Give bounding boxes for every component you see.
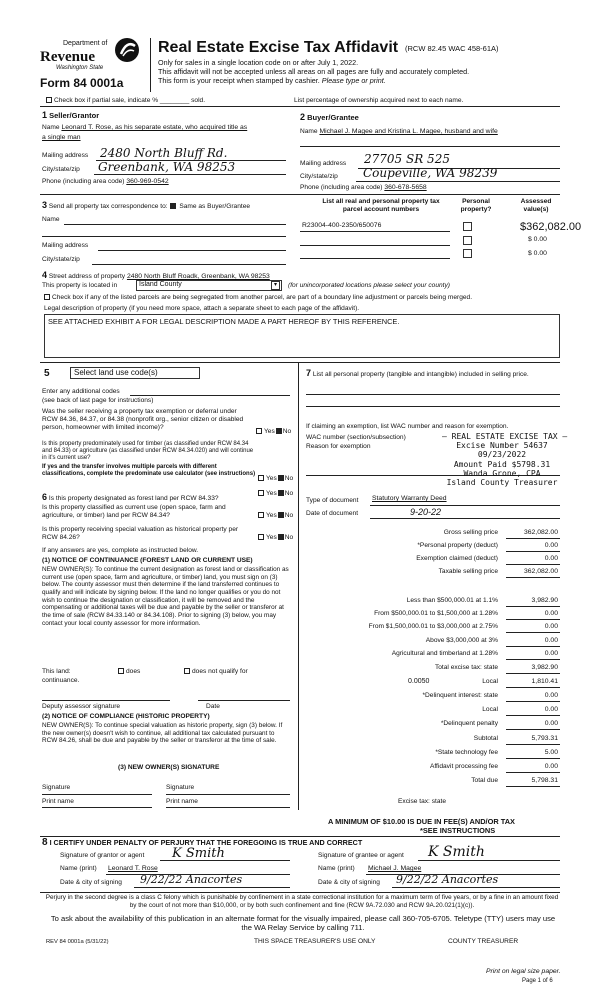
grantor-name[interactable]: Leonard T. Rose <box>108 865 158 872</box>
sec6-q1: 6 Is this property designated as forest land per RCW 84.33? <box>42 492 219 502</box>
tax-value-r5[interactable]: 0.00 <box>544 650 558 657</box>
buyer-name-row: Name Michael J. Magee and Kristina L. Magee, husband and wife <box>300 128 498 135</box>
sig1-label: Signature <box>42 784 71 791</box>
sec5-number: 5 <box>44 368 50 379</box>
grantee-date-label: Date & city of signing <box>318 879 380 886</box>
tax-label-local: Local <box>482 678 498 685</box>
doc-date-value[interactable]: 9-20-22 <box>410 507 442 517</box>
buyer-phone[interactable]: 360-678-5658 <box>384 184 427 191</box>
doc-type-value[interactable]: Statutory Warranty Deed <box>372 495 447 502</box>
doc-date-label: Date of document <box>306 510 359 517</box>
q2-yes-no[interactable]: Yes No <box>258 475 293 483</box>
state-label: Washington State <box>56 65 104 71</box>
tax-label-exm: Exemption claimed (deduct) <box>416 555 498 562</box>
buyer-city-value[interactable]: Coupeville, WA 98239 <box>363 166 498 180</box>
stamp-line5: Wanda Grone, CPA <box>463 468 541 478</box>
grantor-sig-label: Signature of grantor or agent <box>60 852 145 859</box>
tax-label-r3: From $1,500,000.01 to $3,000,000 at 2.75% <box>368 623 498 630</box>
revenue-logo-icon <box>113 36 141 64</box>
sec6-q1-yes-no[interactable]: Yes No <box>258 490 293 498</box>
tax-value-dloc[interactable]: 0.00 <box>544 706 558 713</box>
personal-header: Personal property? <box>460 198 492 213</box>
tax-value-tot[interactable]: 3,982.90 <box>531 664 558 671</box>
county-label: This property is located in <box>42 282 118 289</box>
buyer-mail-value[interactable]: 27705 SR 525 <box>364 152 450 166</box>
tax-label-r4: Above $3,000,000 at 3% <box>425 637 498 644</box>
seller-name[interactable]: Leonard T. Rose, as his separate estate, who acquired title as <box>61 124 248 131</box>
deputy-sig-label: Deputy assessor signature <box>42 703 121 710</box>
addl-codes-label: Enter any additional codes <box>42 388 120 395</box>
buyer-name[interactable]: Michael J. Magee and Kristina L. Magee, husband and wife <box>319 128 498 135</box>
tax-value-taxable[interactable]: 362,082.00 <box>523 568 558 575</box>
print1-label: Print name <box>42 798 74 805</box>
form-title: Real Estate Excise Tax Affidavit <box>158 39 399 56</box>
addl-codes-note: (see back of last page for instructions) <box>42 397 154 404</box>
grantee-signature[interactable]: K Smith <box>428 844 485 860</box>
tax-value-dpen[interactable]: 0.00 <box>544 720 558 727</box>
seller-name-line2[interactable]: a single man <box>42 134 81 141</box>
treasurer-space: THIS SPACE TREASURER'S USE ONLY <box>254 938 376 945</box>
sec5-q2a: Is this property predominately used for timber (as classified under RCW 84.34 and 84.33) or agriculture (as classified under RCW 84.34.020) and will continue in it's current use? <box>42 441 254 462</box>
sec3-city-label: City/state/zip <box>42 256 80 263</box>
buyer-phone-row: Phone (including area code) 360-678-5658 <box>300 184 427 191</box>
legal-desc-label: Legal description of property (if you need more space, attach a separate sheet to each page of the affidavit). <box>44 305 360 312</box>
not-qualify-check[interactable]: does not qualify for <box>184 668 248 676</box>
buyer-mail-label: Mailing address <box>300 160 347 167</box>
tax-label-r2: From $500,000.01 to $1,500,000 at 1.28% <box>374 610 498 617</box>
tax-value-gross[interactable]: 362,082.00 <box>523 529 558 536</box>
notice3-title: (3) NEW OWNER(S) SIGNATURE <box>118 764 220 771</box>
seller-mail-value[interactable]: 2480 North Bluff Rd. <box>100 146 228 160</box>
tax-label-dpen: *Delinquent penalty <box>440 720 498 727</box>
land-use-select[interactable]: Select land use code(s) <box>70 367 200 379</box>
buyer-section-title: 2 Buyer/Grantee <box>300 112 359 122</box>
tax-value-r1[interactable]: 3,982.90 <box>531 597 558 604</box>
notice1-title: (1) NOTICE OF CONTINUANCE (FOREST LAND OR CURRENT USE) <box>42 557 253 564</box>
sig2-label: Signature <box>166 784 195 791</box>
sec6-q2: Is this property classified as current use (open space, farm and agriculture, or timber) land per RCW 84.34? <box>42 504 226 519</box>
sec6-q2-yes-no[interactable]: Yes No <box>258 512 293 520</box>
minimum-note: A MINIMUM OF $10.00 IS DUE IN FEE(S) AND/OR TAX <box>328 817 515 826</box>
tax-label-dloc: Local <box>482 706 498 713</box>
notice2-title: (2) NOTICE OF COMPLIANCE (HISTORIC PROPERTY) <box>42 713 210 720</box>
seller-mail-label: Mailing address <box>42 152 89 159</box>
this-land-label: This land: <box>42 668 71 675</box>
deputy-date-label: Date <box>206 703 220 710</box>
tax-label-r1: Less than $500,000.01 at 1.1% <box>406 597 498 604</box>
sec3-name-label: Name <box>42 216 60 223</box>
alt-format-note: To ask about the availability of this publication in an alternate format for the visually impaired, please call 360-705-6705. Teletype (TTY) users may use the WA Relay Service by calling 711. <box>50 914 556 933</box>
county-note: (for unincorporated locations please select your county) <box>288 282 451 289</box>
tax-label-r5: Agricultural and timberland at 1.28% <box>391 650 498 657</box>
sec6-q3: Is this property receiving special valuation as historical property per RCW 84.26? <box>42 526 239 541</box>
tax-label-tot: Total excise tax: state <box>434 664 498 671</box>
grantee-name[interactable]: Michael J. Magee <box>368 865 422 872</box>
see-instructions: *SEE INSTRUCTIONS <box>420 826 496 835</box>
sec5-q1: Was the seller receiving a property tax exemption or deferral under RCW 84.36, 84.37, or 84.38 (nonprofit org., senior citizen or disabled person, homeowner with limited income)? <box>42 408 244 431</box>
tax-value-pers[interactable]: 0.00 <box>544 542 558 549</box>
treasurer-stamp <box>442 432 568 487</box>
sec7-text: 7 List all personal property (tangible and intangible) included in selling price. <box>306 368 529 378</box>
stamp-line2: Excise Number 54637 <box>456 441 548 451</box>
local-rate: 0.0050 <box>408 678 430 685</box>
tax-label-tech: *State technology fee <box>435 749 498 756</box>
tax-label-taxable: Taxable selling price <box>438 568 498 575</box>
notice2-text: NEW OWNER(S): To continue special valuation as historic property, sign (3) below. If the new owner(s) doesn't wish to continue, all additional tax calculated pursuant to RCW 84.26, shall be due and payable by the seller or transferor at the time of sale. <box>42 722 283 745</box>
property-address[interactable]: 2480 North Bluff Roadk, Greenbank, WA 98253 <box>126 273 270 280</box>
form-number: Form 84 0001a <box>40 76 124 90</box>
personal-checkbox-3[interactable] <box>463 249 472 258</box>
county-treasurer: COUNTY TREASURER <box>448 938 519 945</box>
grantor-signature[interactable]: K Smith <box>172 846 225 861</box>
tax-label-aff: Affidavit processing fee <box>429 763 498 770</box>
cert-title: 8 I CERTIFY UNDER PENALTY OF PERJURY THAT THE FOREGOING IS TRUE AND CORRECT <box>42 837 363 848</box>
assessed-value-2[interactable]: $ 0.00 <box>528 236 547 243</box>
sec4-address-row: 4 Street address of property 2480 North Bluff Roadk, Greenbank, WA 98253 <box>42 270 270 280</box>
grantee-name-label: Name (print) <box>318 865 355 872</box>
exempt-note: If claiming an exemption, list WAC number and reason for exemption. <box>306 423 509 430</box>
legal-paper-note: Print on legal size paper. <box>486 968 561 975</box>
grantor-name-label: Name (print) <box>60 865 97 872</box>
tax-label-dint: *Delinquent interest: state <box>422 692 498 699</box>
assessed-header: Assessed value(s) <box>520 198 552 213</box>
reason-label: Reason for exemption <box>306 443 371 450</box>
seller-phone[interactable]: 360-969-0542 <box>126 178 169 185</box>
ownership-note: List percentage of ownership acquired next to each name. <box>294 97 464 104</box>
tax-value-due[interactable]: 5,798.31 <box>531 777 558 784</box>
sec5-q2b: If yes and the transfer involves multiple parcels with different classifications, complete the predominate use calculator (see instructions) <box>42 464 256 478</box>
same-as-buyer-checkbox[interactable] <box>170 203 176 209</box>
sec3-mail-label: Mailing address <box>42 242 89 249</box>
rev-label: REV 84 0001a (5/31/22) <box>46 939 109 945</box>
notice1-text: NEW OWNER(S): To continue the current designation as forest land or classification as current use (open space, farm and agriculture, or timber) land, you must sign on (3) below. The county assessor must then determine if the land transferred continues to qualify and will indicate by signing below. If the land no longer qualifies or you do not wish to continue the designation or classification, it will be removed and the compensating or additional taxes will be due and payable by the seller or transferor at the time of sale (RCW 84.33.140 or 84.34.108). Prior to signing (3) below, you may contact your local county assessor for more information. <box>42 566 289 627</box>
ifany-note: If any answers are yes, complete as instructed below. <box>42 547 199 554</box>
stamp-line1: — REAL ESTATE EXCISE TAX — <box>442 432 568 441</box>
parcel-header: List all real and personal property tax parcel account numbers <box>322 198 440 213</box>
doc-type-label: Type of document <box>306 497 359 504</box>
tax-label-due: Total due <box>471 777 498 784</box>
personal-checkbox-1[interactable] <box>463 222 472 231</box>
assessed-value-3[interactable]: $ 0.00 <box>528 250 547 257</box>
stamp-line4: Amount Paid $5798.31 <box>453 459 551 469</box>
assessed-value-1[interactable]: $362,082.00 <box>520 221 582 233</box>
grantee-date[interactable]: 9/22/22 Anacortes <box>396 873 499 886</box>
does-check[interactable]: does <box>118 668 140 676</box>
personal-checkbox-2[interactable] <box>463 236 472 245</box>
continuance-label: continuance. <box>42 677 80 684</box>
tax-value-r4[interactable]: 0.00 <box>544 637 558 644</box>
partial-sale-check[interactable]: Check box if partial sale, indicate % ________ sold. <box>46 97 205 105</box>
q1-yes-no[interactable]: Yes No <box>256 428 291 436</box>
header-line3: This form is your receipt when stamped by cashier. Please type or print. <box>158 76 386 85</box>
tax-value-aff[interactable]: 0.00 <box>544 763 558 770</box>
print2-label: Print name <box>166 798 198 805</box>
tax-value-local[interactable]: 1,810.41 <box>531 678 558 685</box>
tax-value-sub[interactable]: 5,793.31 <box>531 735 558 742</box>
grantor-date-label: Date & city of signing <box>60 879 122 886</box>
wac-label: WAC number (section/subsection) <box>306 434 406 441</box>
seller-city-value[interactable]: Greenbank, WA 98253 <box>98 160 236 174</box>
perjury-note: Perjury in the second degree is a class C felony which is punishable by confinement in a state correctional institution for a maximum term of five years, or by a fine in an amount fixed by the court of not more than $10,000, or by both such confinement and fine (RCW 9A.72.030 and RCW 9A.20.021(1)(c)). <box>45 894 559 909</box>
sec3-row: 3 Send all property tax correspondence to: Same as Buyer/Grantee <box>42 200 251 210</box>
sec6-q3-yes-no[interactable]: Yes No <box>258 534 293 542</box>
dept-label: Department of <box>63 40 108 47</box>
parcel-number[interactable]: R23004-400-2350/650076 <box>302 222 382 229</box>
stamp-line3: 09/23/2022 <box>477 450 527 460</box>
page-number: Page 1 of 6 <box>522 978 553 984</box>
seller-name-row: Name Leonard T. Rose, as his separate estate, who acquired title as <box>42 124 248 131</box>
seller-phone-row: Phone (including area code) 360-969-0542 <box>42 178 169 185</box>
grantee-sig-label: Signature of grantee or agent <box>318 852 404 859</box>
tax-label-sub: Subtotal <box>473 735 498 742</box>
header-line2: This affidavit will not be accepted unless all areas on all pages are fully and accurately completed. <box>158 67 470 76</box>
tax-value-dint[interactable]: 0.00 <box>544 692 558 699</box>
tax-value-r2[interactable]: 0.00 <box>544 610 558 617</box>
rcw-ref: (RCW 82.45 WAC 458-61A) <box>405 44 499 53</box>
tax-value-tech[interactable]: 5.00 <box>544 749 558 756</box>
revenue-logo-text: Revenue <box>40 49 95 65</box>
tax-value-exm[interactable]: 0.00 <box>544 555 558 562</box>
seller-section-title: 1 Seller/Grantor <box>42 110 100 120</box>
buyer-city-label: City/state/zip <box>300 173 338 180</box>
tax-value-r3[interactable]: 0.00 <box>544 623 558 630</box>
seller-city-label: City/state/zip <box>42 166 80 173</box>
chevron-down-icon: ▾ <box>271 281 280 290</box>
header-line1: Only for sales in a single location code on or after July 1, 2022. <box>158 58 359 67</box>
stamp-line6: Island County Treasurer <box>446 477 558 487</box>
legal-description-field[interactable]: SEE ATTACHED EXHIBIT A FOR LEGAL DESCRIPTION MADE A PART HEREOF BY THIS REFERENCE. <box>44 314 560 358</box>
excise-label: Excise tax: state <box>398 798 447 805</box>
segregate-check[interactable]: Check box if any of the listed parcels are being segregated from another parcel, are part of a boundary line adjustment or parcels being merged. <box>44 294 472 302</box>
tax-label-pers: *Personal property (deduct) <box>417 542 498 549</box>
grantor-date[interactable]: 9/22/22 Anacortes <box>140 873 243 886</box>
county-select[interactable]: Island County ▾ <box>136 280 282 291</box>
tax-label-gross: Gross selling price <box>443 529 498 536</box>
